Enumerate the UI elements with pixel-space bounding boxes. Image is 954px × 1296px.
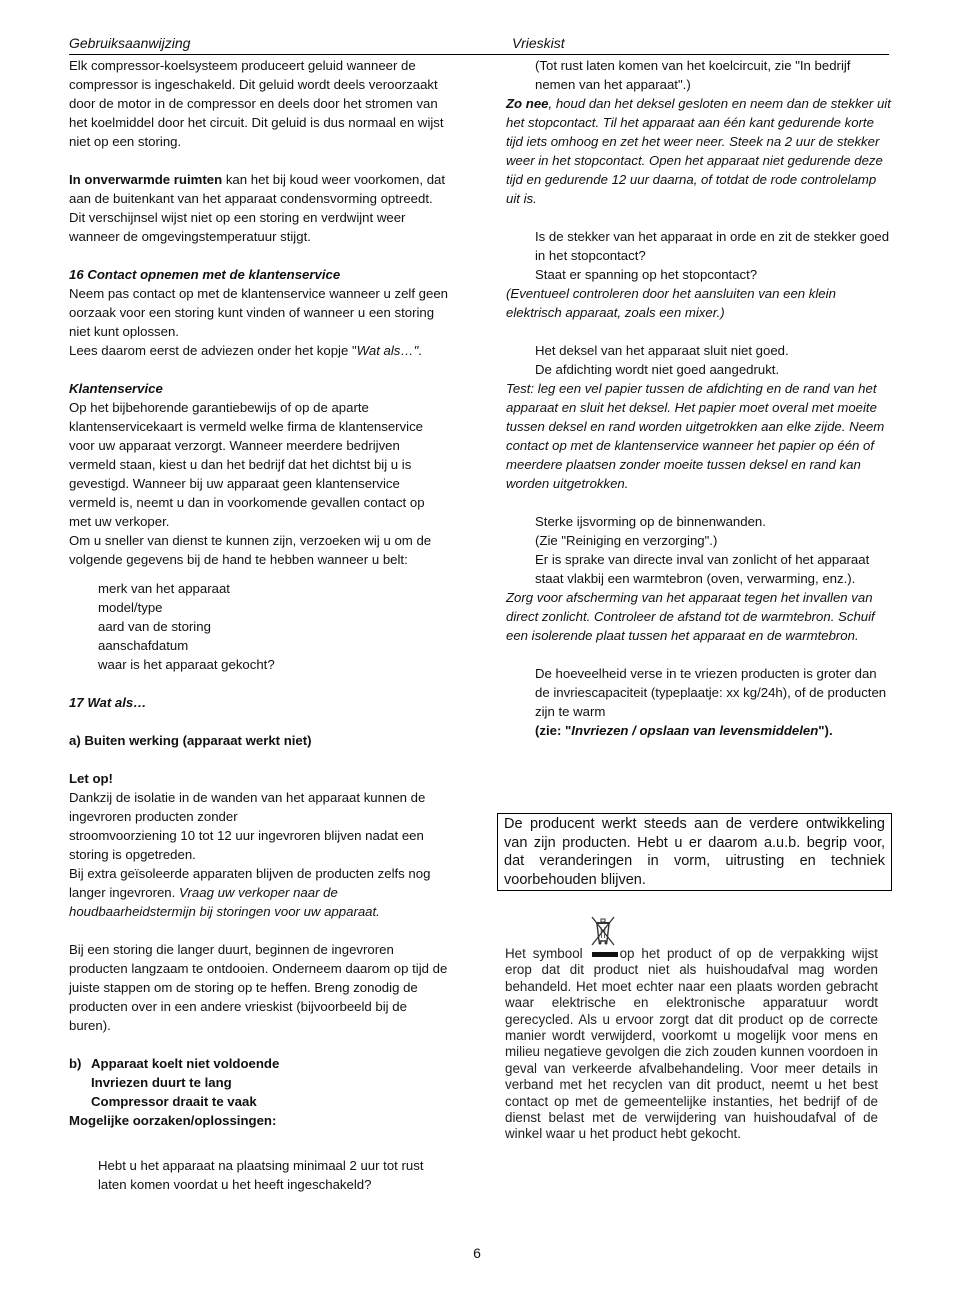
lid-question: Het deksel van het apparaat sluit niet goed. bbox=[535, 343, 789, 358]
paper-test-note: Test: leg een vel papier tussen de afdichting en de rand van het apparaat en sluit het deksel. Het papier moet overal met moeite tussen deksel en rand worden uitgetrokken aan elke zijde. Neem contact op met de klantenservice wanneer het papier op één of meerdere plaatsen zonder moeite tussen deksel en rand kan worden uitgetrokken. bbox=[506, 381, 885, 491]
header-product-title: Vrieskist bbox=[512, 35, 565, 51]
compressor-paragraph: Elk compressor-koelsysteem produceert geluid wanneer de compressor is ingeschakeld. Dit geluid wordt deels veroorzaakt door de motor in de compressor en deels door het stromen van het koelmiddel door het circuit. Dit geluid is dus normaal en wijst niet op een storing. bbox=[69, 58, 444, 149]
voltage-question: Staat er spanning op het stopcontact? bbox=[535, 267, 758, 282]
right-column bbox=[506, 56, 891, 740]
voltage-check-note: (Eventueel controleren door het aansluiten van een klein elektrisch apparaat, zoals een mixer.) bbox=[506, 286, 836, 320]
klantenservice-paragraph: Op het bijbehorende garantiebewijs of op de aparte klantenservicekaart is vermeld welke firma de klantenservice voor uw apparaat verzorgt. Wanneer meerdere bedrijven vermeld staan, kiest u dan het bedrijf dat het dichtst bij u is gevestigd. Wanneer bij uw apparaat geen klantenservice vermeld is, neemt u dan in voorkomende gevallen contact op met uw verkoper. bbox=[69, 400, 425, 529]
list-item: model/type bbox=[98, 600, 163, 615]
ice-question: Sterke ijsvorming op de binnenwanden. bbox=[535, 514, 766, 529]
long-failure-paragraph: Bij een storing die langer duurt, beginnen de ingevroren producten langzaam te ontdooien. Onderneem daarom op tijd de juiste stappen om de storing op te heffen. Breng zonodig de producten over in een andere vrieskist (bijvoorbeeld bij de buren). bbox=[69, 942, 448, 1033]
page-number: 6 bbox=[473, 1245, 481, 1261]
klantenservice-paragraph-2: Om u sneller van dienst te kunnen zijn, verzoeken wij u om de volgende gegevens bij de hand te hebben wanneer u belt: bbox=[69, 533, 432, 567]
let-op-heading: Let op! bbox=[69, 771, 113, 786]
zo-nee-paragraph: Zo nee, houd dan het deksel gesloten en neem dan de stekker uit het stopcontact. Til het apparaat aan één kant gedurende korte tijd iets omhoog en zet het weer neer. Steek na 2 uur de stekker weer in het stopcontact. Open het apparaat niet gedurende deze tijd en gedurende 12 uur daarna, of totdat de rode controlelamp uit is. bbox=[506, 96, 891, 206]
page-header bbox=[69, 34, 889, 55]
unheated-rooms-lead: In onverwarmde ruimten bbox=[69, 172, 223, 187]
let-op-paragraph: Dankzij de isolatie in de wanden van het apparaat kunnen de ingevroren producten zonder bbox=[69, 790, 426, 824]
list-item: aanschafdatum bbox=[98, 638, 189, 653]
section-16-heading: 16 Contact opnemen met de klantenservice bbox=[69, 267, 341, 282]
seal-question: De afdichting wordt niet goed aangedrukt. bbox=[535, 362, 780, 377]
crossed-out-bin-icon bbox=[586, 913, 620, 947]
header-manual-title: Gebruiksaanwijzing bbox=[69, 35, 191, 51]
list-item: waar is het apparaat gekocht? bbox=[98, 657, 275, 672]
sunlight-question: Er is sprake van directe inval van zonlicht of het apparaat staat vlakbij een warmtebron (oven, verwarming, enz.). bbox=[535, 552, 870, 586]
section-17-heading: 17 Wat als… bbox=[69, 695, 147, 710]
section-16-paragraph: Neem pas contact op met de klantenservice wanneer u zelf geen oorzaak voor een storing kunt vinden of wanneer u een storing niet kunt oplossen. bbox=[69, 286, 448, 339]
klantenservice-heading: Klantenservice bbox=[69, 381, 163, 396]
list-item: merk van het apparaat bbox=[98, 581, 230, 596]
let-op-paragraph-2: stroomvoorziening 10 tot 12 uur ingevroren blijven nadat een storing is opgetreden. bbox=[69, 828, 424, 862]
ice-reference: (Zie "Reiniging en verzorging".) bbox=[535, 533, 718, 548]
sunlight-note: Zorg voor afscherming van het apparaat tegen het invallen van direct zonlicht. Controleer de afstand tot de warmtebron. Schuif een isolerende plaat tussen het apparaat en de warmtebron. bbox=[506, 590, 875, 643]
section-16-paragraph-2: Lees daarom eerst de adviezen onder het kopje "Wat als…". bbox=[69, 343, 422, 358]
weee-bar-symbol bbox=[592, 952, 618, 957]
plug-question: Is de stekker van het apparaat in orde en zit de stekker goed in het stopcontact? bbox=[535, 229, 890, 263]
subsection-a-heading: a) Buiten werking (apparaat werkt niet) bbox=[69, 733, 312, 748]
weee-disposal-paragraph: Het symbool op het product of op de verpakking wijst erop dat dit product niet als huishoudafval mag worden behandeld. Het moet echter naar een plaats worden gebracht waar elektrische en elektronische apparatuur wordt gerecycled. Als u ervoor zorgt dat dit product op de correcte manier wordt verwijderd, voorkomt u mogelijk voor mens en milieu negatieve gevolgen die zich zouden kunnen voordoen in geval van verkeerde afvalbehandeling. Voor meer details in verband met het recyclen van dit product, neemt u het best contact op met de gemeentelijke instanties, het bedrijf of de dienst belast met de verwijdering van huishoudafval of de winkel waar u het product hebt gekocht. bbox=[505, 946, 879, 1142]
rest-question-continued: (Tot rust laten komen van het koelcircuit, zie "In bedrijf nemen van het apparaat".) bbox=[535, 58, 851, 92]
left-column bbox=[69, 56, 449, 1194]
contact-details-list bbox=[69, 579, 449, 674]
list-item: aard van de storing bbox=[98, 619, 211, 634]
let-op-paragraph-3: Bij extra geïsoleerde apparaten blijven de producten zelfs nog langer ingevroren. Vraag uw verkoper naar de houdbaarheidstermijn bij storingen voor uw apparaat. bbox=[69, 866, 431, 919]
subsection-b-heading: b) Apparaat koelt niet voldoende Invriezen duurt te lang Compressor draait te vaak Mogelijke oorzaken/oplossingen: bbox=[69, 1056, 280, 1128]
capacity-question: De hoeveelheid verse in te vriezen producten is groter dan de invriescapaciteit (typeplaatje: xx kg/24h), of de producten zijn te warm (zie: "Invriezen / opslaan van levensmiddelen"). bbox=[535, 666, 887, 738]
rest-question: Hebt u het apparaat na plaatsing minimaal 2 uur tot rust laten komen voordat u het heeft ingeschakeld? bbox=[98, 1158, 424, 1192]
manufacturer-notice-box: De producent werkt steeds aan de verdere ontwikkeling van zijn producten. Hebt u er daarom a.u.b. begrip voor, dat veranderingen in vorm, uitrusting en techniek voorbehouden blijven. bbox=[497, 813, 892, 891]
unheated-rooms-paragraph: In onverwarmde ruimten kan het bij koud weer voorkomen, dat aan de buitenkant van het apparaat condensvorming optreedt. Dit verschijnsel wijst niet op een storing en verdwijnt weer wanneer de omgevingstemperatuur stijgt. bbox=[69, 172, 446, 244]
